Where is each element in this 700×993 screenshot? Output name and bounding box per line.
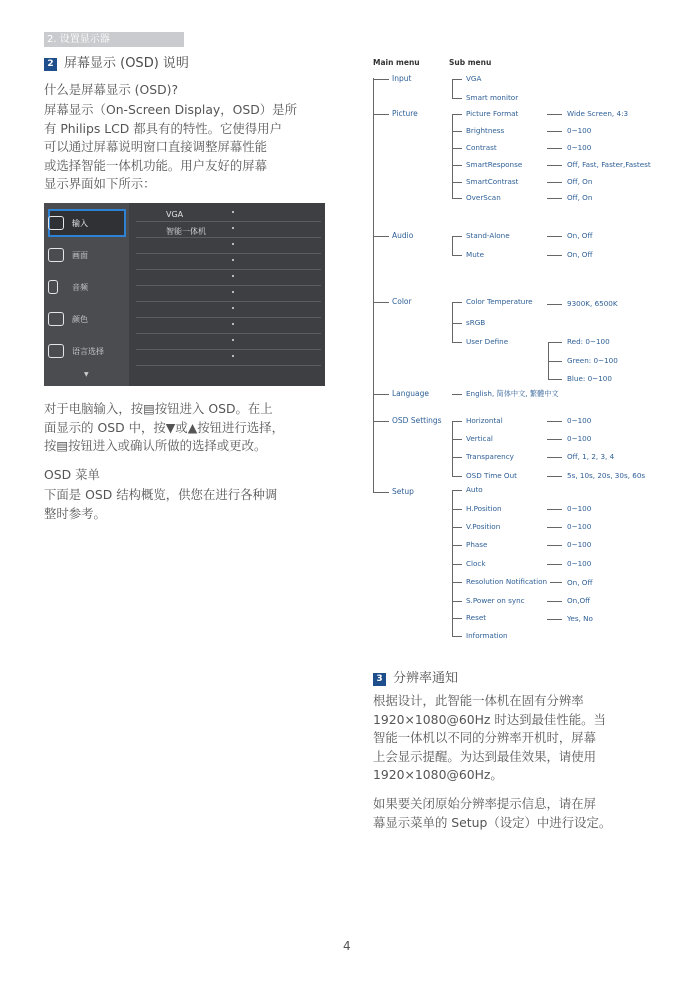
osd-question: 什么是屏幕显示 (OSD)? <box>44 82 179 97</box>
main-item-setup: Setup <box>392 487 414 496</box>
osd-menu-line: 整时参考。 <box>44 505 106 521</box>
value-item: 0~100 <box>567 126 592 135</box>
sub-item: Reset <box>466 613 487 622</box>
sub-item: Contrast <box>466 143 497 152</box>
section-2-title: 屏幕显示 (OSD) 说明 <box>64 56 189 71</box>
usage-line: 对于电脑输入，按▤按钮进入 OSD。在上 <box>44 401 273 416</box>
value-item: Red: 0~100 <box>567 337 610 346</box>
value-item: On, Off <box>567 578 593 587</box>
osd-item-label: 语言选择 <box>72 347 104 356</box>
sub-item: Horizontal <box>466 416 503 425</box>
sub-item: Color Temperature <box>466 297 533 306</box>
sub-item: Vertical <box>466 434 493 443</box>
osd-item-label: 颜色 <box>72 315 88 324</box>
value-item: On,Off <box>567 596 591 605</box>
chapter-label: 2. 设置显示器 <box>44 32 184 47</box>
res-line: 1920×1080@60Hz。 <box>373 767 503 782</box>
osd-menu-heading: OSD 菜单 <box>44 467 100 482</box>
value-item: 0~100 <box>567 504 592 513</box>
value-item: Off, On <box>567 193 593 202</box>
main-item-picture: Picture <box>392 109 418 118</box>
value-item: Green: 0~100 <box>567 356 618 365</box>
res-line: 根据设计，此智能一体机在固有分辨率 <box>373 693 584 708</box>
value-item: Off, On <box>567 177 593 186</box>
sub-item: Mute <box>466 250 484 259</box>
value-item: Wide Screen, 4:3 <box>567 109 629 118</box>
res-off-line: 如果要关闭原始分辨率提示信息，请在屏 <box>373 796 597 811</box>
tree-header-sub: Sub menu <box>449 58 492 67</box>
sub-item: Smart monitor <box>466 93 519 102</box>
sub-item: Picture Format <box>466 109 519 118</box>
main-item-input: Input <box>392 74 412 83</box>
osd-down-arrow-icon: ▼ <box>84 371 89 378</box>
sub-item: Auto <box>466 485 483 494</box>
value-item: Off, Fast, Faster,Fastest <box>567 160 651 169</box>
usage-line: 面显示的 OSD 中，按▼或▲按钮进行选择， <box>44 419 284 435</box>
sub-item: Transparency <box>466 452 514 461</box>
osd-item-label: 画面 <box>72 251 88 260</box>
sub-item: User Define <box>466 337 509 346</box>
sub-item: Clock <box>466 559 486 568</box>
section-3-title: 分辨率通知 <box>393 671 459 686</box>
res-line: 1920×1080@60Hz 时达到最佳性能。当 <box>373 711 606 727</box>
value-item: On, Off <box>567 250 593 259</box>
intro-line: 显示界面如下所示： <box>44 176 156 191</box>
osd-row: VGA <box>136 207 321 222</box>
sub-item: V.Position <box>466 522 501 531</box>
main-item-language: Language <box>392 389 430 398</box>
sub-item: Stand-Alone <box>466 231 510 240</box>
value-item: English, 简体中文, 繁體中文 <box>466 389 559 398</box>
sub-item: VGA <box>466 74 482 83</box>
resolution-off-paragraph <box>373 795 611 832</box>
sub-item: H.Position <box>466 504 502 513</box>
value-item: Blue: 0~100 <box>567 374 612 383</box>
intro-line: 可以通过屏幕说明窗口直接调整屏幕性能 <box>44 139 268 154</box>
usage-line: 按▤按钮进入或确认所做的选择或更改。 <box>44 438 267 453</box>
res-line: 智能一体机以不同的分辨率开机时，屏幕 <box>373 730 597 745</box>
value-item: On, Off <box>567 231 593 240</box>
value-item: 0~100 <box>567 143 592 152</box>
tree-header-main: Main menu <box>373 58 420 67</box>
sub-item: sRGB <box>466 318 486 327</box>
sub-item: Phase <box>466 540 488 549</box>
section-3-heading <box>373 671 458 687</box>
sub-item: OverScan <box>466 193 501 202</box>
sub-item: SmartContrast <box>466 177 519 186</box>
value-item: 0~100 <box>567 540 592 549</box>
sub-item: OSD Time Out <box>466 471 517 480</box>
res-off-line: 幕显示菜单的 Setup（设定）中进行设定。 <box>373 814 612 830</box>
res-line: 上会显示提醒。为达到最佳效果，请使用 <box>373 748 597 764</box>
main-item-audio: Audio <box>392 231 414 240</box>
main-item-osd-settings: OSD Settings <box>392 416 442 425</box>
main-item-color: Color <box>392 297 412 306</box>
value-item: 0~100 <box>567 559 592 568</box>
osd-row: 智能一体机 <box>136 223 321 238</box>
page-number: 4 <box>343 939 351 953</box>
intro-line: 屏幕显示（On-Screen Display，OSD）是所 <box>44 102 297 117</box>
section-number-badge: 3 <box>373 673 386 686</box>
sub-item: S.Power on sync <box>466 596 525 605</box>
osd-item-label: 音频 <box>72 283 88 292</box>
intro-line: 或选择智能一体机功能。用户友好的屏幕 <box>44 157 268 173</box>
value-item: Off, 1, 2, 3, 4 <box>567 452 615 461</box>
intro-line: 有 Philips LCD 都具有的特性。它使得用户 <box>44 120 282 136</box>
value-item: 5s, 10s, 20s, 30s, 60s <box>567 471 646 480</box>
resolution-paragraph <box>373 692 606 785</box>
sub-item: Resolution Notification <box>466 577 548 586</box>
value-item: 0~100 <box>567 522 592 531</box>
sub-item: Brightness <box>466 126 505 135</box>
section-number-badge: 2 <box>44 58 57 71</box>
value-item: 0~100 <box>567 416 592 425</box>
value-item: Yes, No <box>567 614 593 623</box>
osd-item-label: 输入 <box>72 219 88 228</box>
value-item: 9300K, 6500K <box>567 299 618 308</box>
sub-item: Information <box>466 631 508 640</box>
sub-item: SmartResponse <box>466 160 523 169</box>
osd-menu-line: 下面是 OSD 结构概览，供您在进行各种调 <box>44 487 278 502</box>
value-item: 0~100 <box>567 434 592 443</box>
